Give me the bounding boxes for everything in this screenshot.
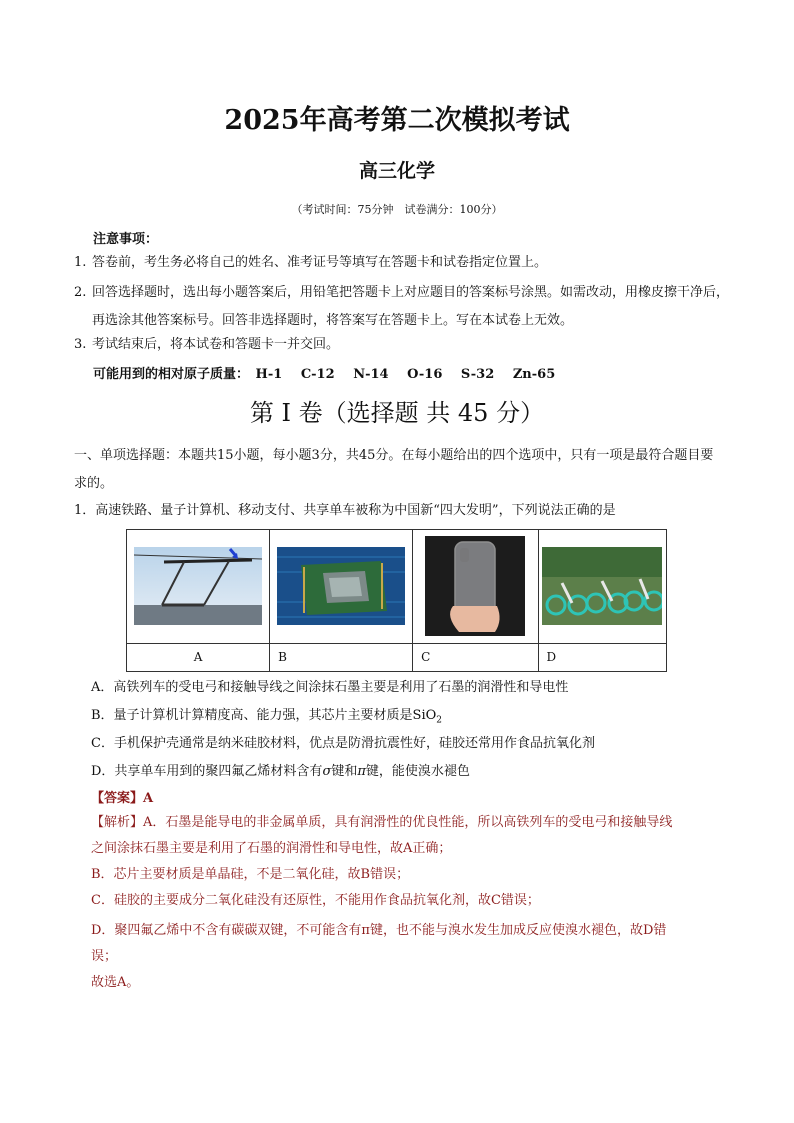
option-b — [91, 704, 731, 726]
option-d-text: D．共享单车用到的聚四氟乙烯材料含有 — [91, 764, 323, 779]
notice-heading: 注意事项： — [93, 232, 159, 247]
image-label-c: C — [413, 643, 538, 671]
shared-bikes-image — [542, 547, 662, 625]
explanation-line: 故选A。 — [91, 975, 140, 990]
image-table — [126, 529, 667, 672]
exam-title: 2025年高考第二次模拟考试 — [224, 105, 570, 136]
explanation-line: B．芯片主要材质是单晶硅，不是二氧化硅，故B错误； — [91, 867, 410, 882]
option-a: A．高铁列车的受电弓和接触导线之间涂抹石墨主要是利用了石墨的润滑性和导电性 — [91, 680, 569, 695]
atomic-mass: H-1 — [255, 367, 283, 382]
option-c: C．手机保护壳通常是纳米硅胶材料，优点是防滑抗震性好，硅胶还常用作食品抗氧化剂 — [91, 736, 595, 751]
section-instructions: 一、单项选择题：本题共15小题，每小题3分，共45分。在每小题给出的四个选项中，只有一项是最符合题目要求的。 — [74, 448, 714, 491]
notice-item-text: 考试结束后，将本试卷和答题卡一并交回。 — [92, 337, 340, 352]
atomic-mass: O-16 — [407, 367, 443, 382]
atomic-masses — [93, 363, 569, 382]
section-title: 第 I 卷（选择题 共 45 分） — [249, 399, 545, 427]
notice-item — [74, 331, 734, 359]
image-cell-b — [270, 530, 413, 644]
notice-item-text: 答卷前，考生务必将自己的姓名、准考证号等填写在答题卡和试卷指定位置上。 — [92, 255, 548, 270]
atomic-mass: Zn-65 — [512, 367, 556, 382]
option-d-text: 键，能使溴水褪色 — [365, 764, 470, 779]
explanation-line: 误； — [91, 949, 118, 964]
image-cell-d — [538, 530, 667, 644]
image-cell-a — [127, 530, 270, 644]
chip-image — [277, 547, 405, 625]
subject-title: 高三化学 — [358, 160, 435, 182]
phone-case-image — [425, 536, 525, 636]
image-label-a: A — [127, 643, 270, 671]
option-d — [91, 760, 731, 779]
notice-item-text: 回答选择题时，选出每小题答案后，用铅笔把答题卡上对应题目的答案标号涂黑。如需改动，用橡皮擦干净后，再选涂其他答案标号。回答非选择题时，将答案写在答题卡上。写在本试卷上无效。 — [92, 285, 730, 328]
atomic-mass: S-32 — [460, 367, 495, 382]
option-d-text: 键和 — [331, 764, 358, 779]
explanation-line: 之间涂抹石墨主要是利用了石墨的润滑性和导电性，故A正确； — [91, 841, 452, 856]
sigma-symbol: σ — [322, 764, 332, 779]
question-stem: 1．高速铁路、量子计算机、移动支付、共享单车被称为中国新“四大发明”，下列说法正确的是 — [74, 503, 616, 518]
exam-info: （考试时间：75分钟 试卷满分：100分） — [291, 203, 503, 216]
notice-item — [74, 279, 734, 335]
atomic-mass: N-14 — [353, 367, 389, 382]
atomic-mass: C-12 — [300, 367, 335, 382]
image-label-b: B — [270, 643, 413, 671]
answer: 【答案】A — [91, 791, 154, 806]
notice-item-number: 3. — [74, 337, 87, 352]
pi-symbol: π — [357, 764, 366, 779]
notice-item — [74, 249, 734, 277]
image-cell-c — [413, 530, 538, 644]
notice-item-number: 2. — [74, 285, 87, 300]
explanation-line: C．硅胶的主要成分二氧化硅没有还原性，不能用作食品抗氧化剂，故C错误； — [91, 893, 540, 908]
notice-item-number: 1. — [74, 255, 87, 270]
explanation-line: D．聚四氟乙烯中不含有碳碳双键，不可能含有π键，也不能与溴水发生加成反应使溴水褪色，故D错 — [91, 923, 667, 938]
atomic-masses-label: 可能用到的相对原子质量： — [93, 367, 250, 382]
option-b-subscript: 2 — [436, 715, 443, 726]
explanation-line: 【解析】A．石墨是能导电的非金属单质，具有润滑性的优良性能，所以高铁列车的受电弓和接触导线 — [91, 815, 673, 830]
image-label-d: D — [538, 643, 667, 671]
option-b-text: B．量子计算机计算精度高、能力强，其芯片主要材质是SiO — [91, 708, 437, 723]
pantograph-image — [134, 547, 262, 625]
